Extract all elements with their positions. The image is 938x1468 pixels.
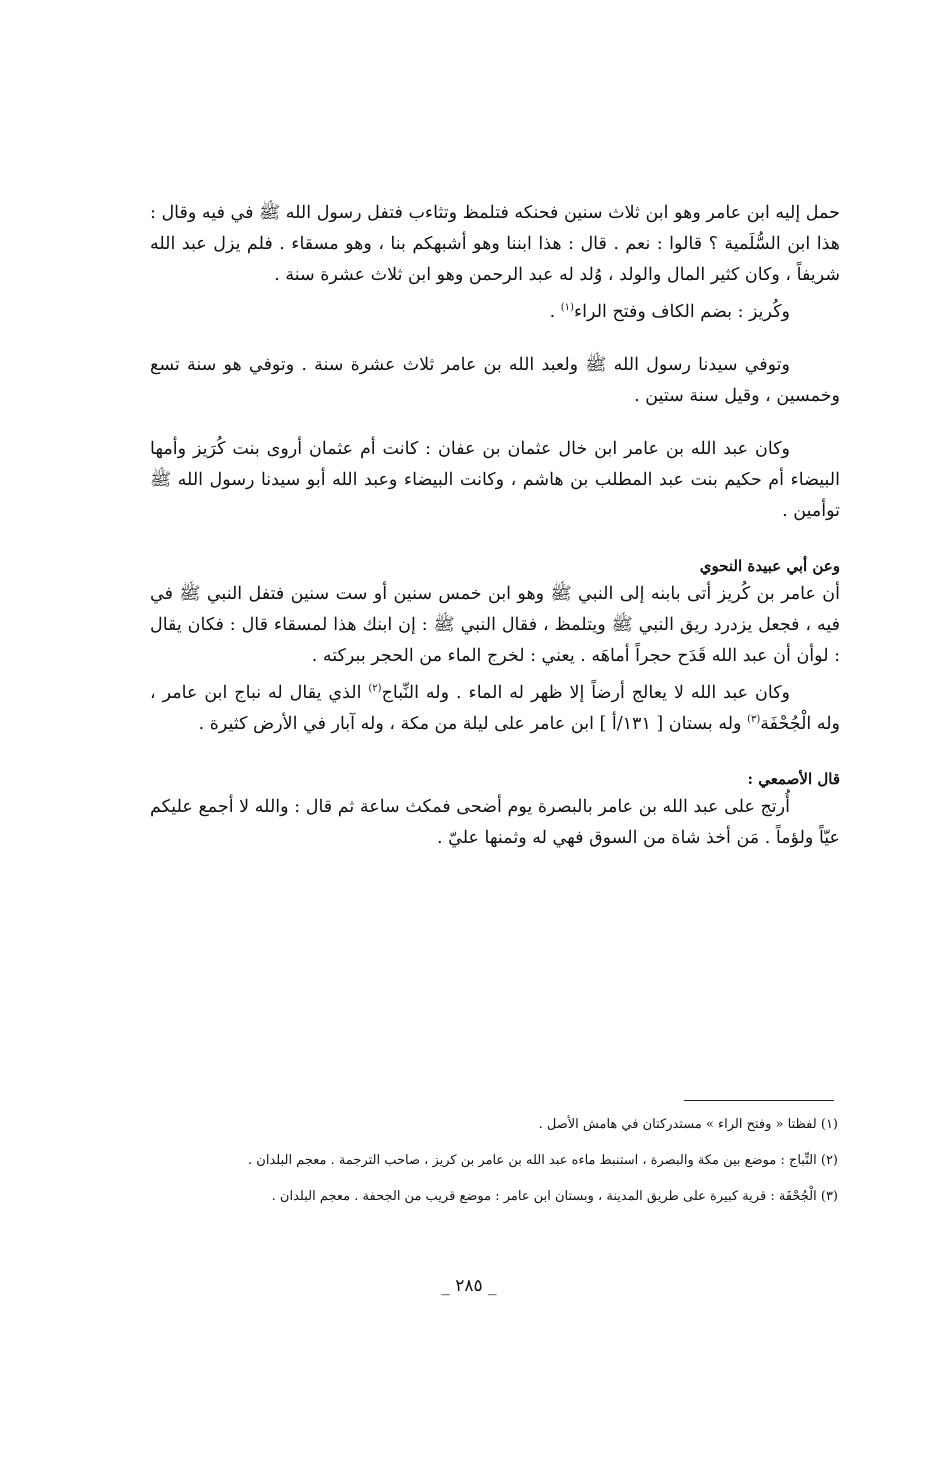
paragraph-kuraiz-spelling [150, 297, 840, 328]
heading-abu-ubayda: وعن أبي عبيدة النحوي [699, 557, 840, 575]
kuraiz-spelling-end: . [549, 302, 561, 322]
kuraiz-spelling-text: وكُريز : بضم الكاف وفتح الراء [573, 302, 790, 322]
paragraph-prophet-blessing: أن عامر بن كُريز أتى بابنه إلى النبي ﷺ وهو ابن خمس سنين أو ست سنين فتفل النبي ﷺ في فيه ، فجعل يزدرد ريق النبي ﷺ ويتلمظ ، فقال النبي ﷺ : إن ابنك هذا لمسقاء قال : فكان يقال : لوأن أن عبد الله قَدَح حجراً أماهَه . يعني : لخرج الماء من الحجر ببركته . [150, 584, 840, 666]
footnote-ref-3: (٣) [747, 714, 761, 726]
footnotes-section [150, 1112, 838, 1220]
water-wells-text-c: وله بستان [ ١٣١/أ ] ابن عامر على ليلة من مكة ، وله آبار في الأرض كثيرة . [198, 714, 748, 734]
water-wells-text-b: الذي يقال له نباج ابن عامر ، وله الْجُحْفَة [150, 683, 840, 734]
footnote-ref-2: (٢) [368, 683, 382, 695]
page-number: _ ٢٨٥ _ [441, 1276, 497, 1296]
footnote-ref-1: (١) [560, 302, 574, 314]
paragraph-eid-sermon: أُرتج على عبد الله بن عامر بالبصرة يوم أضحى فمكث ساعة ثم قال : والله لا أجمع عليكم عيّاً ولؤماً . مَن أخذ شاة من السوق فهي له وثمنها عليّ . [150, 797, 840, 848]
heading-asmai: قال الأصمعي : [747, 770, 840, 788]
water-wells-text-a: وكان عبد الله لا يعالج أرضاً إلا ظهر له الماء . وله النِّباج [381, 683, 790, 703]
paragraph-death-date: وتوفي سيدنا رسول الله ﷺ ولعبد الله بن عامر ثلاث عشرة سنة . وتوفي هو سنة تسع وخمسين ، وقيل سنة ستين . [150, 355, 840, 406]
footnote-1: (١) لفظتا « وفتح الراء » مستدركتان في هامش الأصل . [538, 1117, 838, 1132]
paragraph-lineage: وكان عبد الله بن عامر ابن خال عثمان بن عفان : كانت أم عثمان أروى بنت كُرَيز وأمها البيضاء أم حكيم بنت عبد المطلب بن هاشم ، وكانت البيضاء وعبد الله أبو سيدنا رسول الله ﷺ توأمين . [150, 439, 840, 521]
paragraph-birth-story: حمل إليه ابن عامر وهو ابن ثلاث سنين فحنكه فتلمظ وتثاءب فتفل رسول الله ﷺ في فيه وقال : هذا ابن السُّلَمية ؟ قالوا : نعم . قال : هذا ابننا وهو أشبهكم بنا ، وهو مسقاء . فلم يزل عبد الله شريفاً ، وكان كثير المال والولد ، وُلد له عبد الرحمن وهو ابن ثلاث عشرة سنة . [150, 203, 840, 285]
footnote-2: (٢) النِّباج : موضع بين مكة والبصرة ، استنبط ماءه عبد الله بن عامر بن كريز ، صاحب الترجمة . معجم البلدان . [248, 1153, 838, 1168]
footnote-3: (٣) الْجُحْفَة : قرية كبيرة على طريق المدينة ، وبستان ابن عامر : موضع قريب من الجحفة . معجم البلدان . [271, 1189, 838, 1204]
book-page-body [150, 198, 840, 854]
footnote-separator [684, 1100, 834, 1101]
paragraph-water-wells [150, 678, 840, 740]
